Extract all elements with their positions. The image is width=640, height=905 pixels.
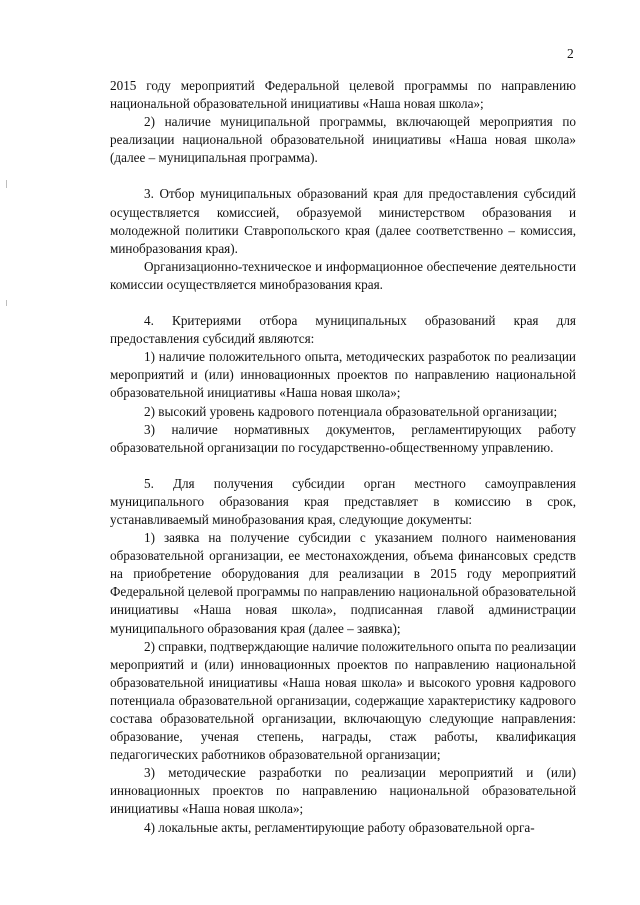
block-wrap <box>110 185 576 257</box>
block-wrap <box>110 638 576 765</box>
block-wrap <box>110 258 576 294</box>
block-wrap <box>110 764 576 818</box>
scan-margin-mark <box>6 300 7 306</box>
paragraph-gap <box>110 167 576 185</box>
paragraph: 2) высокий уровень кадрового потенциала образовательной организации; <box>144 403 558 419</box>
paragraph: 2) справки, подтверждающие наличие положительного опыта по реализации мероприятий и (или) инновационных проектов по направлению национальной образовательной инициативы «Наша новая школа» и высокого уровня кадрового потенциала образовательной организации, содержащие характеристику кадрового состава образовательной организации, включающую следующие направления: образование, ученая степень, награды, стаж работы, квалификация педагогических работников образовательной организации; <box>110 638 576 763</box>
block-wrap <box>110 113 576 167</box>
document-body <box>110 77 576 837</box>
block-wrap <box>110 475 576 529</box>
paragraph: Организационно-техническое и информационное обеспечение деятельности комиссии осуществляется минобразования края. <box>110 258 576 292</box>
paragraph: 2015 году мероприятий Федеральной целевой программы по направлению национальной образовательной инициативы «Наша новая школа»; <box>110 78 576 112</box>
paragraph: 3) наличие нормативных документов, регламентирующих работу образовательной организации по государственно-общественному управлению. <box>110 421 576 455</box>
paragraph: 3. Отбор муниципальных образований края для предоставления субсидий осуществляется комиссией, образуемой министерством образования и молодежной политики Ставропольского края (далее соответственно – комиссия, минобразования края). <box>110 186 576 256</box>
paragraph: 4. Критериями отбора муниципальных образований края для предоставления субсидий являются: <box>110 313 576 347</box>
block-wrap <box>110 529 576 638</box>
paragraph: 3) методические разработки по реализации мероприятий и (или) инновационных проектов по направлению национальной образовательной инициативы «Наша новая школа»; <box>110 765 576 817</box>
block-wrap <box>110 819 576 837</box>
paragraph: 1) заявка на получение субсидии с указанием полного наименования образовательной организации, ее местонахождения, объема финансовых средств на приобретение оборудования для реализации в 2015 году мероприятий Федеральной целевой программы по направлению национальной образовательной инициативы «Наша новая школа», подписанная главой администрации муниципального образования края (далее – заявка); <box>110 530 576 636</box>
paragraph-gap <box>110 294 576 312</box>
block-wrap <box>110 403 576 421</box>
paragraph: 1) наличие положительного опыта, методических разработок по реализации мероприятий и (или) инновационных проектов по направлению национальной образовательной инициативы «Наша новая школа»; <box>110 349 576 401</box>
block-wrap <box>110 312 576 348</box>
paragraph: 2) наличие муниципальной программы, включающей мероприятия по реализации национальной образовательной инициативы «Наша новая школа» (далее – муниципальная программа). <box>110 114 576 166</box>
block-wrap <box>110 77 576 113</box>
block-wrap <box>110 348 576 402</box>
paragraph: 5. Для получения субсидии орган местного самоуправления муниципального образования края представляет в комиссию в срок, устанавливаемый минобразования края, следующие документы: <box>110 475 576 527</box>
block-wrap <box>110 421 576 457</box>
page-number: 2 <box>567 46 574 61</box>
scan-margin-mark <box>6 180 7 188</box>
paragraph: 4) локальные акты, регламентирующие работу образовательной орга- <box>144 819 535 835</box>
paragraph-gap <box>110 457 576 475</box>
